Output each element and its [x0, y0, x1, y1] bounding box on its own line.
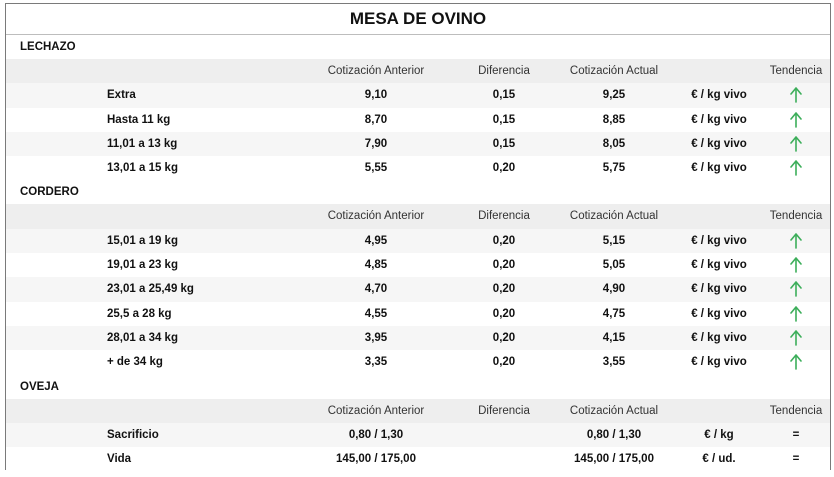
table-row — [6, 423, 830, 447]
header-trend: Tendencia — [769, 404, 823, 417]
header-prev: Cotización Anterior — [327, 65, 425, 77]
up-arrow-icon — [761, 108, 831, 132]
trend-equal: = — [792, 453, 800, 466]
up-arrow-icon — [761, 83, 831, 107]
trend-equal: = — [792, 428, 800, 441]
row-label: + de 34 kg — [107, 356, 163, 369]
row-label: 23,01 a 25,49 kg — [107, 283, 194, 296]
table-row — [6, 326, 830, 350]
row-label: Vida — [107, 453, 132, 466]
diff-value: 0,15 — [492, 89, 516, 102]
diff-value: 0,20 — [492, 283, 516, 296]
diff-value: 0,15 — [492, 137, 516, 150]
up-arrow-icon — [761, 350, 831, 374]
up-arrow-icon — [761, 326, 831, 350]
curr-value: 5,05 — [602, 259, 626, 272]
curr-value: 5,15 — [602, 234, 626, 247]
section-cordero: CORDERO — [6, 180, 830, 204]
unit-label: € / kg vivo — [691, 331, 747, 344]
curr-value: 5,75 — [602, 162, 626, 175]
table-row — [6, 447, 830, 471]
unit-label: € / kg vivo — [691, 356, 747, 369]
row-label: 25,5 a 28 kg — [107, 307, 172, 320]
header-trend: Tendencia — [769, 65, 823, 77]
header-trend: Tendencia — [769, 210, 823, 223]
unit-label: € / kg vivo — [691, 283, 747, 296]
prev-value: 5,55 — [364, 162, 388, 175]
unit-label: € / kg vivo — [691, 162, 747, 175]
section-oveja: OVEJA — [6, 375, 830, 399]
column-header-row — [6, 59, 830, 83]
table-row — [6, 229, 830, 253]
curr-value: 9,25 — [602, 89, 626, 102]
unit-label: € / kg vivo — [691, 113, 747, 126]
header-prev: Cotización Anterior — [327, 404, 425, 417]
header-prev: Cotización Anterior — [327, 210, 425, 223]
row-label: 13,01 a 15 kg — [107, 162, 178, 175]
prev-value: 4,55 — [364, 307, 388, 320]
header-curr: Cotización Actual — [569, 210, 659, 223]
diff-value: 0,20 — [492, 259, 516, 272]
unit-label: € / kg — [704, 428, 734, 441]
column-header-row — [6, 204, 830, 228]
prev-value: 9,10 — [364, 89, 388, 102]
curr-value: 4,75 — [602, 307, 626, 320]
column-header-row — [6, 399, 830, 423]
page-title: MESA DE OVINO — [6, 4, 830, 35]
prev-value: 8,70 — [364, 113, 388, 126]
curr-value: 4,15 — [602, 331, 626, 344]
table-row — [6, 277, 830, 301]
table-row — [6, 302, 830, 326]
diff-value: 0,20 — [492, 162, 516, 175]
section-lechazo: LECHAZO — [6, 35, 830, 59]
header-curr: Cotización Actual — [569, 404, 659, 417]
row-label: Hasta 11 kg — [107, 113, 171, 126]
table-row — [6, 83, 830, 107]
diff-value — [464, 423, 544, 447]
prev-value: 4,70 — [364, 283, 388, 296]
table-row — [6, 132, 830, 156]
prev-value: 3,35 — [364, 356, 388, 369]
row-label: 19,01 a 23 kg — [107, 259, 178, 272]
curr-value: 145,00 / 175,00 — [574, 453, 654, 466]
unit-label: € / kg vivo — [691, 259, 747, 272]
unit-label: € / kg vivo — [691, 137, 747, 150]
unit-label: € / kg vivo — [691, 234, 747, 247]
table-row — [6, 156, 830, 180]
prev-value: 145,00 / 175,00 — [336, 453, 416, 466]
diff-value: 0,20 — [492, 331, 516, 344]
prev-value: 3,95 — [364, 331, 388, 344]
up-arrow-icon — [761, 156, 831, 180]
row-label: 11,01 a 13 kg — [107, 137, 178, 150]
up-arrow-icon — [761, 229, 831, 253]
up-arrow-icon — [761, 277, 831, 301]
unit-label: € / ud. — [702, 453, 736, 466]
header-curr: Cotización Actual — [569, 65, 659, 77]
unit-label: € / kg vivo — [691, 89, 747, 102]
up-arrow-icon — [761, 253, 831, 277]
curr-value: 4,90 — [602, 283, 626, 296]
row-label: 28,01 a 34 kg — [107, 331, 178, 344]
unit-label: € / kg vivo — [691, 307, 747, 320]
price-table — [5, 3, 831, 470]
row-label: 15,01 a 19 kg — [107, 234, 178, 247]
curr-value: 3,55 — [602, 356, 626, 369]
curr-value: 8,85 — [602, 113, 626, 126]
diff-value — [464, 447, 544, 471]
prev-value: 4,95 — [364, 234, 388, 247]
table-row — [6, 253, 830, 277]
diff-value: 0,20 — [492, 356, 516, 369]
prev-value: 4,85 — [364, 259, 388, 272]
header-diff: Diferencia — [478, 210, 530, 223]
prev-value: 0,80 / 1,30 — [348, 428, 404, 441]
table-row — [6, 108, 830, 132]
diff-value: 0,15 — [492, 113, 516, 126]
curr-value: 8,05 — [602, 137, 626, 150]
up-arrow-icon — [761, 132, 831, 156]
curr-value: 0,80 / 1,30 — [586, 428, 642, 441]
row-label: Extra — [107, 89, 136, 102]
table-row — [6, 350, 830, 374]
prev-value: 7,90 — [364, 137, 388, 150]
diff-value: 0,20 — [492, 307, 516, 320]
header-diff: Diferencia — [478, 404, 530, 417]
diff-value: 0,20 — [492, 234, 516, 247]
row-label: Sacrificio — [107, 428, 159, 441]
header-diff: Diferencia — [478, 65, 530, 77]
up-arrow-icon — [761, 302, 831, 326]
